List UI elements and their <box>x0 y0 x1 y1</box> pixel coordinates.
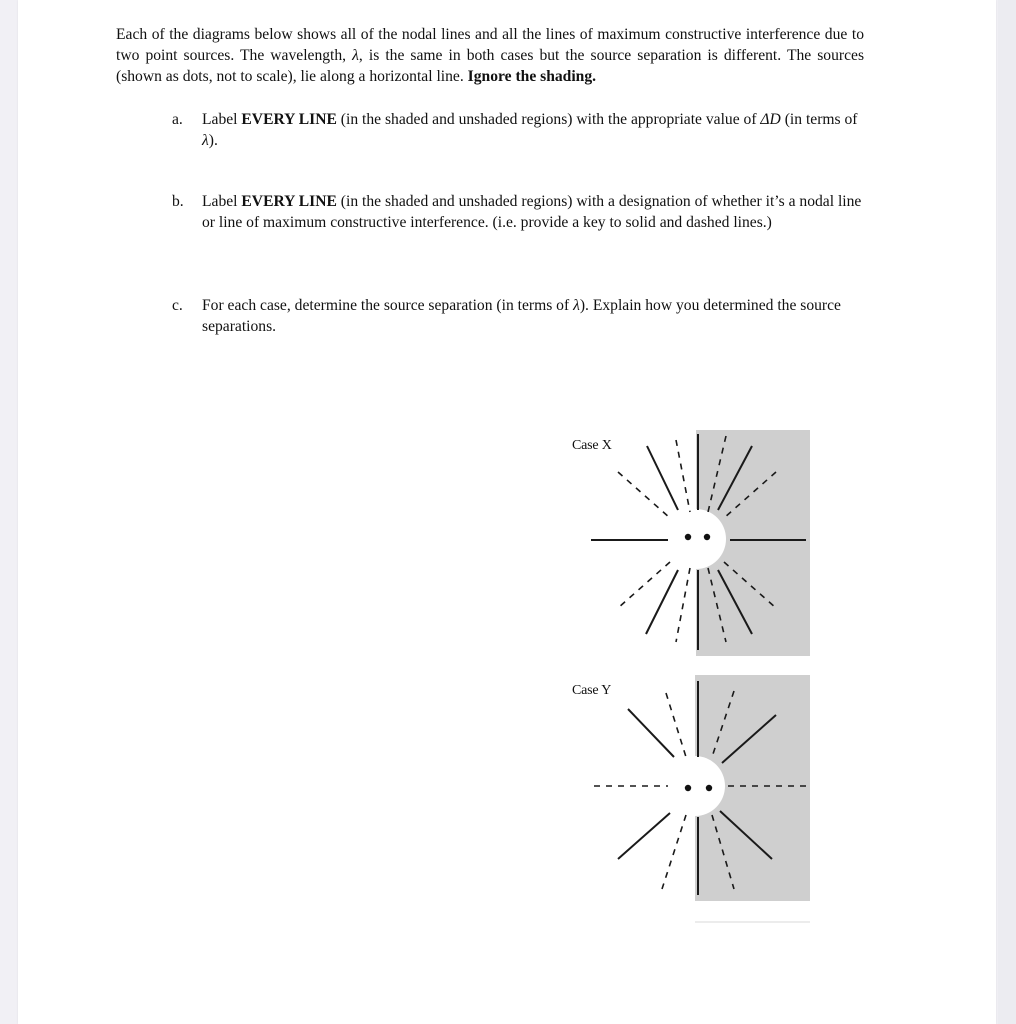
lambda-symbol: λ <box>352 47 359 64</box>
document-page <box>18 0 996 1024</box>
source-dot <box>685 785 691 791</box>
intro-text-2: , is the same in both cases but the source separation is different. The sources (shown as dots, not to scale), lie along a horizontal line. <box>116 47 865 85</box>
item-text <box>202 109 864 151</box>
dashed-line <box>676 568 690 642</box>
solid-line <box>618 813 670 859</box>
text-run: For each case, determine the source separation (in terms of <box>202 297 574 314</box>
item-marker: a. <box>172 111 183 128</box>
intro-emphasis: Ignore the shading. <box>467 68 597 85</box>
source-dot <box>704 534 710 540</box>
text-run: (in the shaded and unshaded regions) with a designation of whether it’s a nodal line or line of maximum constructive interference. (i.e. provide a key to solid and dashed lines.) <box>202 193 862 231</box>
case-x-figure <box>570 428 810 656</box>
text-run: ). Explain how you determined the source separations. <box>202 297 841 335</box>
case-y-figure <box>570 673 810 923</box>
item-text <box>202 295 864 337</box>
bold-run: EVERY LINE <box>241 193 337 210</box>
viewer-scroll-gutter[interactable] <box>998 0 1016 1024</box>
dashed-line <box>666 693 686 757</box>
lambda-symbol: λ <box>573 297 580 314</box>
source-dot <box>685 534 691 540</box>
dashed-line <box>676 440 690 512</box>
text-run: (in the shaded and unshaded regions) with the appropriate value of <box>336 111 761 128</box>
text-run: Label <box>202 193 242 210</box>
intro-text-1: Each of the diagrams below shows all of the nodal lines and all the lines of maximum constructive interference due to two point sources. The wavelength, <box>116 26 864 64</box>
lambda-symbol: λ <box>202 132 209 149</box>
item-marker: c. <box>172 297 183 314</box>
bold-run: EVERY LINE <box>241 111 337 128</box>
intro-paragraph <box>116 24 864 87</box>
item-text <box>202 191 864 233</box>
solid-line <box>628 709 674 757</box>
source-dot <box>706 785 712 791</box>
case-x-label: Case X <box>572 438 612 453</box>
text-run: (in terms of <box>780 111 858 128</box>
case-y-diagram <box>570 673 810 923</box>
text-run: Label <box>202 111 242 128</box>
source-clearing <box>666 509 726 569</box>
source-clearing <box>665 756 725 816</box>
solid-line <box>647 446 678 510</box>
dashed-line <box>662 815 686 889</box>
text-run: ). <box>208 132 218 149</box>
case-x-diagram <box>570 428 810 656</box>
case-y-label: Case Y <box>572 683 612 698</box>
delta-d-symbol: ΔD <box>760 111 781 128</box>
item-marker: b. <box>172 193 184 210</box>
